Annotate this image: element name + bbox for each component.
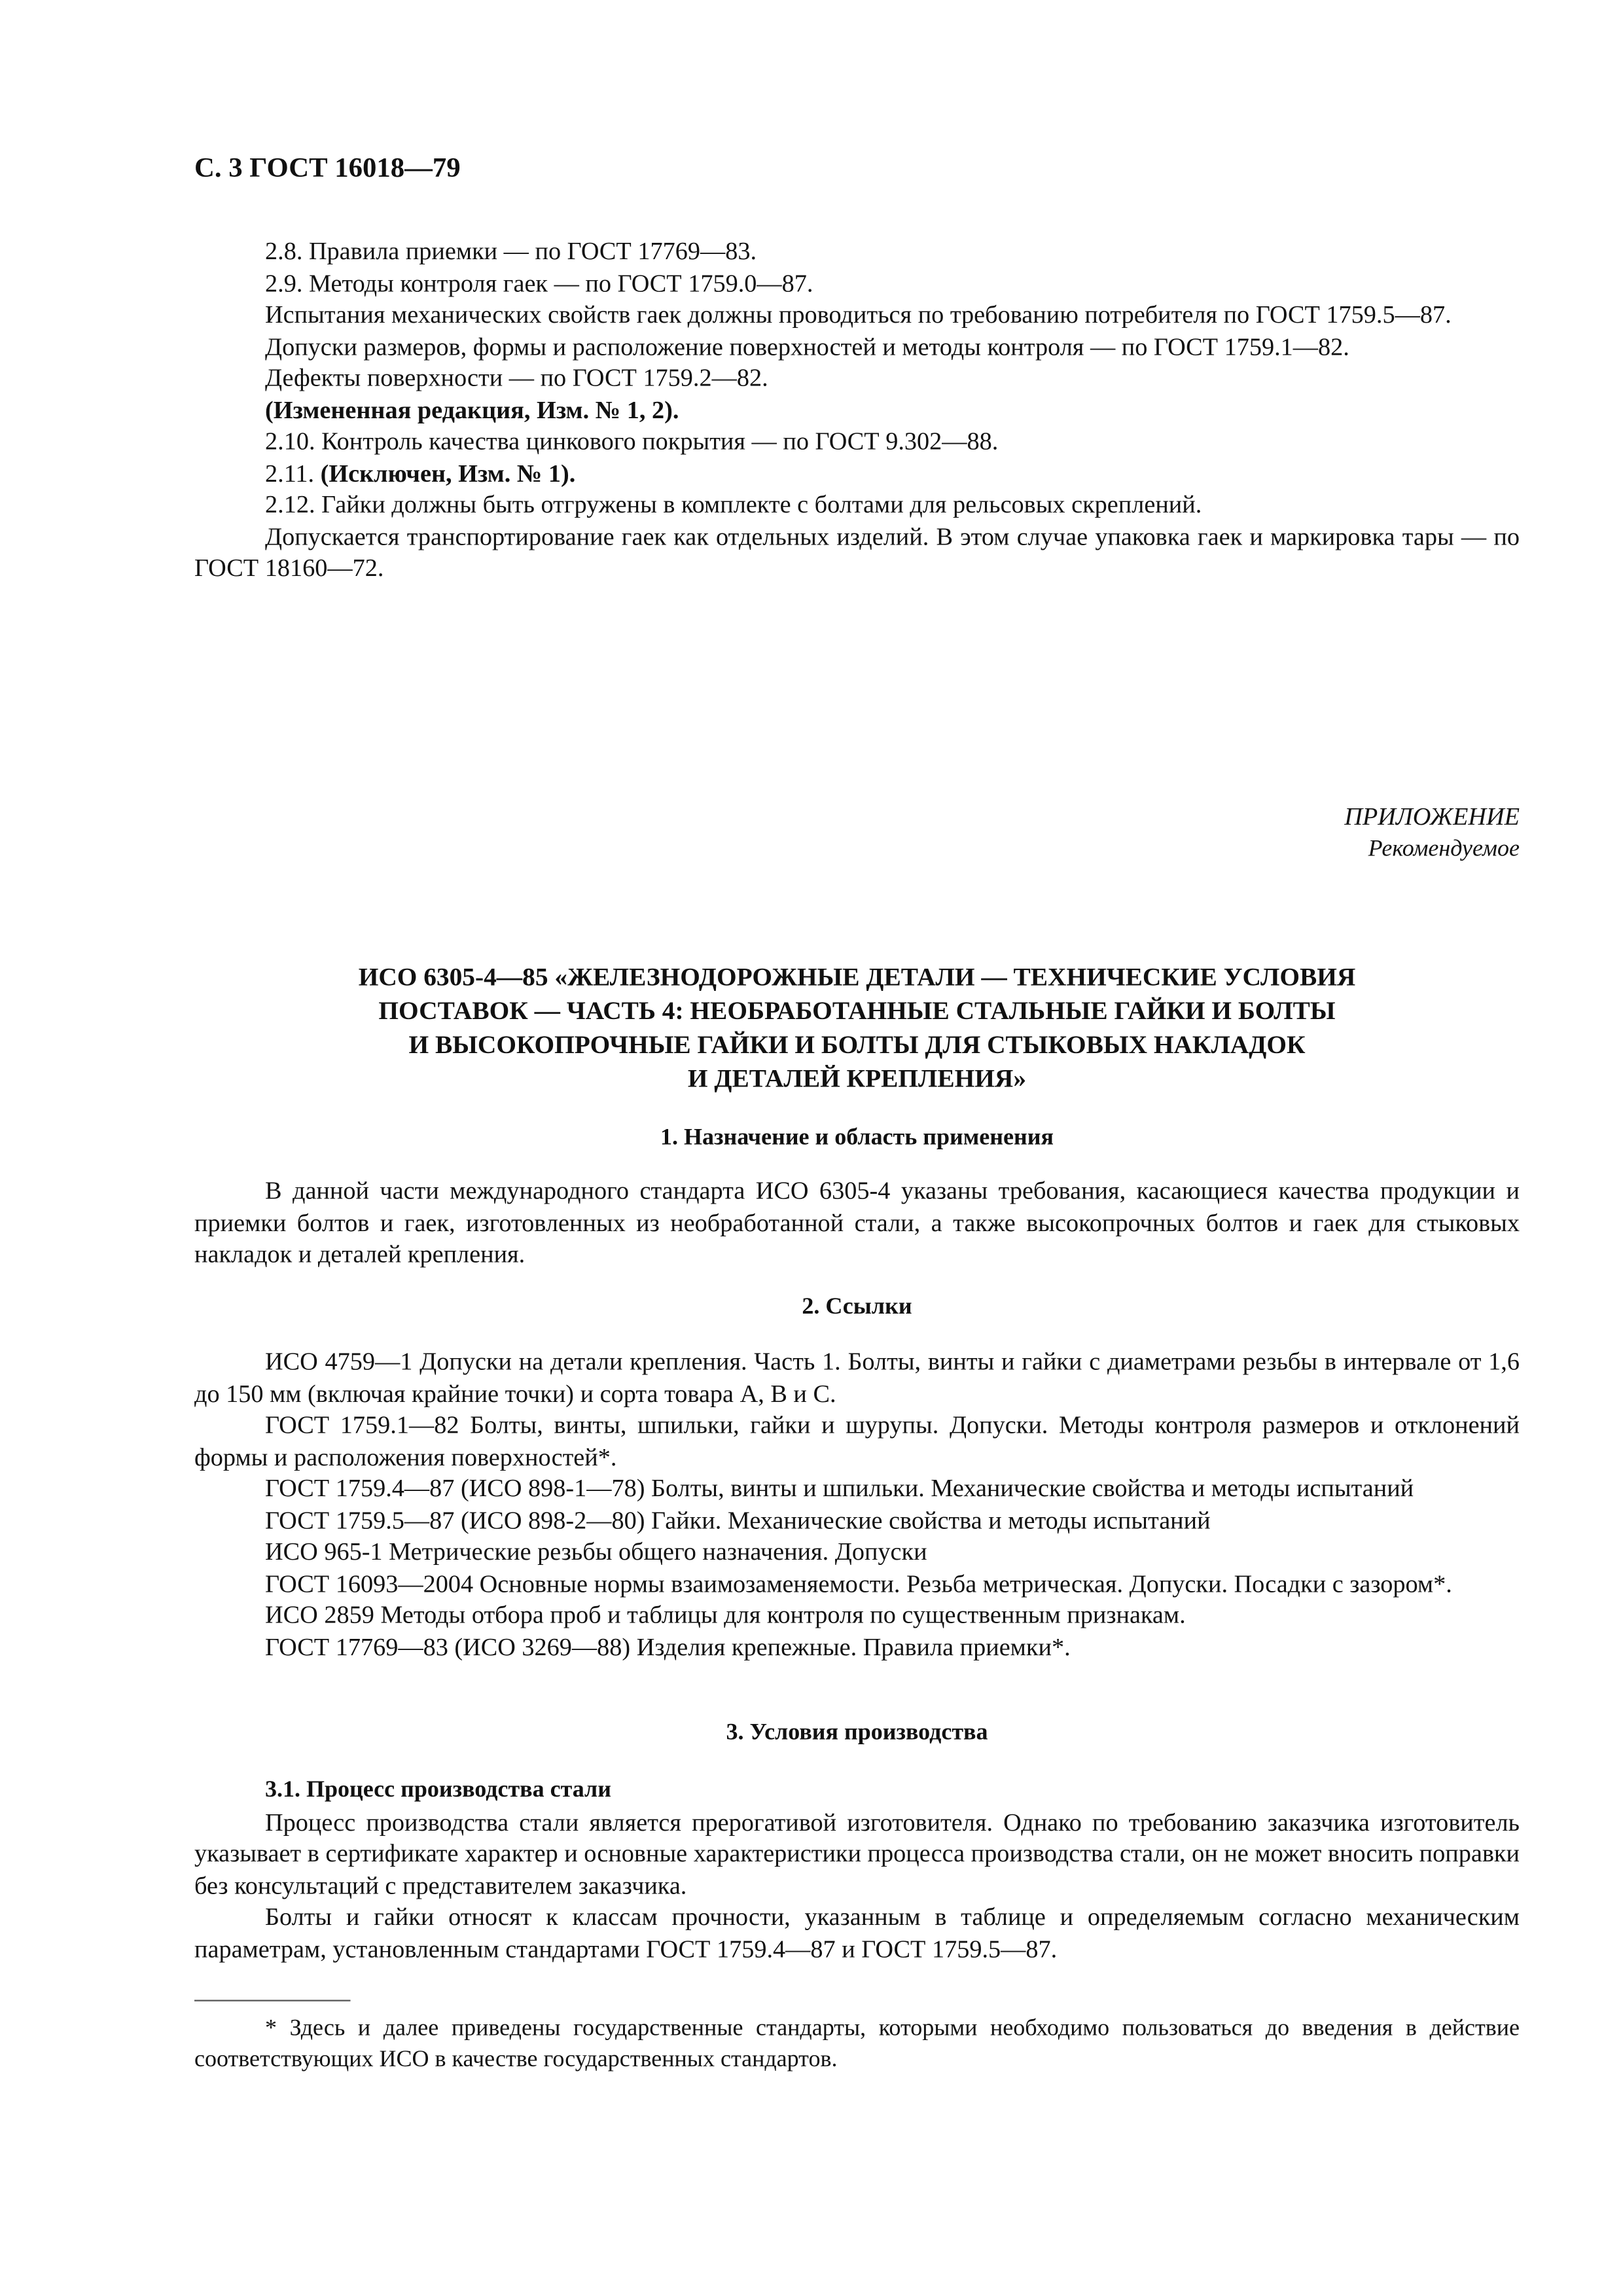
section-3-body <box>194 1774 1520 1964</box>
steel-process-paragraph: Процесс производства стали является прерогативой изготовителя. Однако по требованию заказчика изготовитель указывает в сертификате характер и основные характеристики процесса производства стали, он не может вносить поправки без консультаций с представителем заказчика. <box>194 1807 1520 1899</box>
mechanical-tests-paragraph: Испытания механических свойств гаек должны проводиться по требованию потребителя по ГОСТ 1759.5—87. <box>265 300 1452 329</box>
footnote-divider <box>194 2000 351 2001</box>
clause-2-11 <box>194 457 1520 489</box>
subsection-3-1-heading: 3.1. Процесс производства стали <box>265 1777 611 1803</box>
reference-item: ГОСТ 1759.4—87 (ИСО 898-1—78) Болты, винты и шпильки. Механические свойства и методы испытаний <box>265 1474 1414 1502</box>
appendix-title <box>194 960 1520 1096</box>
appendix-label: ПРИЛОЖЕНИЕ <box>1344 802 1520 831</box>
references-list <box>194 1346 1520 1663</box>
amended-note: (Измененная редакция, Изм. № 1, 2). <box>265 395 679 423</box>
reference-item: ГОСТ 16093—2004 Основные нормы взаимозаменяемости. Резьба метрическая. Допуски. Посадки с зазором*. <box>265 1569 1452 1598</box>
section-3-heading: 3. Условия производства <box>726 1720 988 1746</box>
page-header: С. 3 ГОСТ 16018—79 <box>194 153 461 185</box>
clause-2-11-text: (Исключен, Изм. № 1). <box>320 458 576 487</box>
section-1-body <box>194 1175 1520 1270</box>
reference-item: ГОСТ 1759.5—87 (ИСО 898-2—80) Гайки. Механические свойства и методы испытаний <box>265 1505 1211 1534</box>
clause-2-11-number: 2.11. <box>265 458 315 487</box>
clause-2-9: 2.9. Методы контроля гаек — по ГОСТ 1759.0—87. <box>265 268 813 297</box>
surface-defects-paragraph: Дефекты поверхности — по ГОСТ 1759.2—82. <box>265 363 768 392</box>
clause-2-12: 2.12. Гайки должны быть отгружены в комплекте с болтами для рельсовых скреплений. <box>265 490 1202 518</box>
tolerances-paragraph: Допуски размеров, формы и расположение поверхностей и методы контроля — по ГОСТ 1759.1—82. <box>265 332 1349 361</box>
title-line: ПОСТАВОК — ЧАСТЬ 4: НЕОБРАБОТАННЫЕ СТАЛЬНЫЕ ГАЙКИ И БОЛТЫ <box>378 996 1336 1025</box>
footnote-text: * Здесь и далее приведены государственные стандарты, которыми необходимо пользоваться до введения в действие соответствующих ИСО в качестве государственных стандартов. <box>194 2016 1520 2072</box>
section-2-continuation <box>194 236 1520 584</box>
section-1-heading: 1. Назначение и область применения <box>660 1125 1054 1151</box>
clause-2-10: 2.10. Контроль качества цинкового покрытия — по ГОСТ 9.302—88. <box>265 427 999 456</box>
title-line: И ДЕТАЛЕЙ КРЕПЛЕНИЯ» <box>687 1063 1027 1093</box>
transport-paragraph: Допускается транспортирование гаек как отдельных изделий. В этом случае упаковка гаек и маркировка тары — по ГОСТ 18160—72. <box>194 522 1520 582</box>
appendix-status: Рекомендуемое <box>1368 836 1520 862</box>
clause-2-8: 2.8. Правила приемки — по ГОСТ 17769—83. <box>265 237 757 265</box>
reference-item: ГОСТ 1759.1—82 Болты, винты, шпильки, гайки и шурупы. Допуски. Методы контроля размеров и отклонений формы и расположения поверхностей*. <box>194 1410 1520 1471</box>
scope-paragraph: В данной части международного стандарта ИСО 6305-4 указаны требования, касающиеся качества продукции и приемки болтов и гаек, изготовленных из необработанной стали, а также высокопрочных болтов и гаек для стыковых накладок и деталей крепления. <box>194 1176 1520 1268</box>
strength-classes-paragraph: Болты и гайки относят к классам прочности, указанным в таблице и определяемым согласно механическим параметрам, установленным стандартами ГОСТ 1759.4—87 и ГОСТ 1759.5—87. <box>194 1903 1520 1963</box>
reference-item: ГОСТ 17769—83 (ИСО 3269—88) Изделия крепежные. Правила приемки*. <box>265 1632 1071 1660</box>
reference-item: ИСО 2859 Методы отбора проб и таблицы для контроля по существенным признакам. <box>265 1600 1186 1629</box>
footnote <box>194 2013 1520 2075</box>
section-2-heading: 2. Ссылки <box>802 1294 912 1319</box>
reference-item: ИСО 965-1 Метрические резьбы общего назначения. Допуски <box>265 1537 927 1566</box>
reference-item: ИСО 4759—1 Допуски на детали крепления. Часть 1. Болты, винты и гайки с диаметрами резьбы в интервале от 1,6 до 150 мм (включая крайние точки) и сорта товара А, В и С. <box>194 1347 1520 1407</box>
title-line: ИСО 6305-4—85 «ЖЕЛЕЗНОДОРОЖНЫЕ ДЕТАЛИ — ТЕХНИЧЕСКИЕ УСЛОВИЯ <box>358 961 1356 992</box>
title-line: И ВЫСОКОПРОЧНЫЕ ГАЙКИ И БОЛТЫ ДЛЯ СТЫКОВЫХ НАКЛАДОК <box>408 1029 1306 1059</box>
